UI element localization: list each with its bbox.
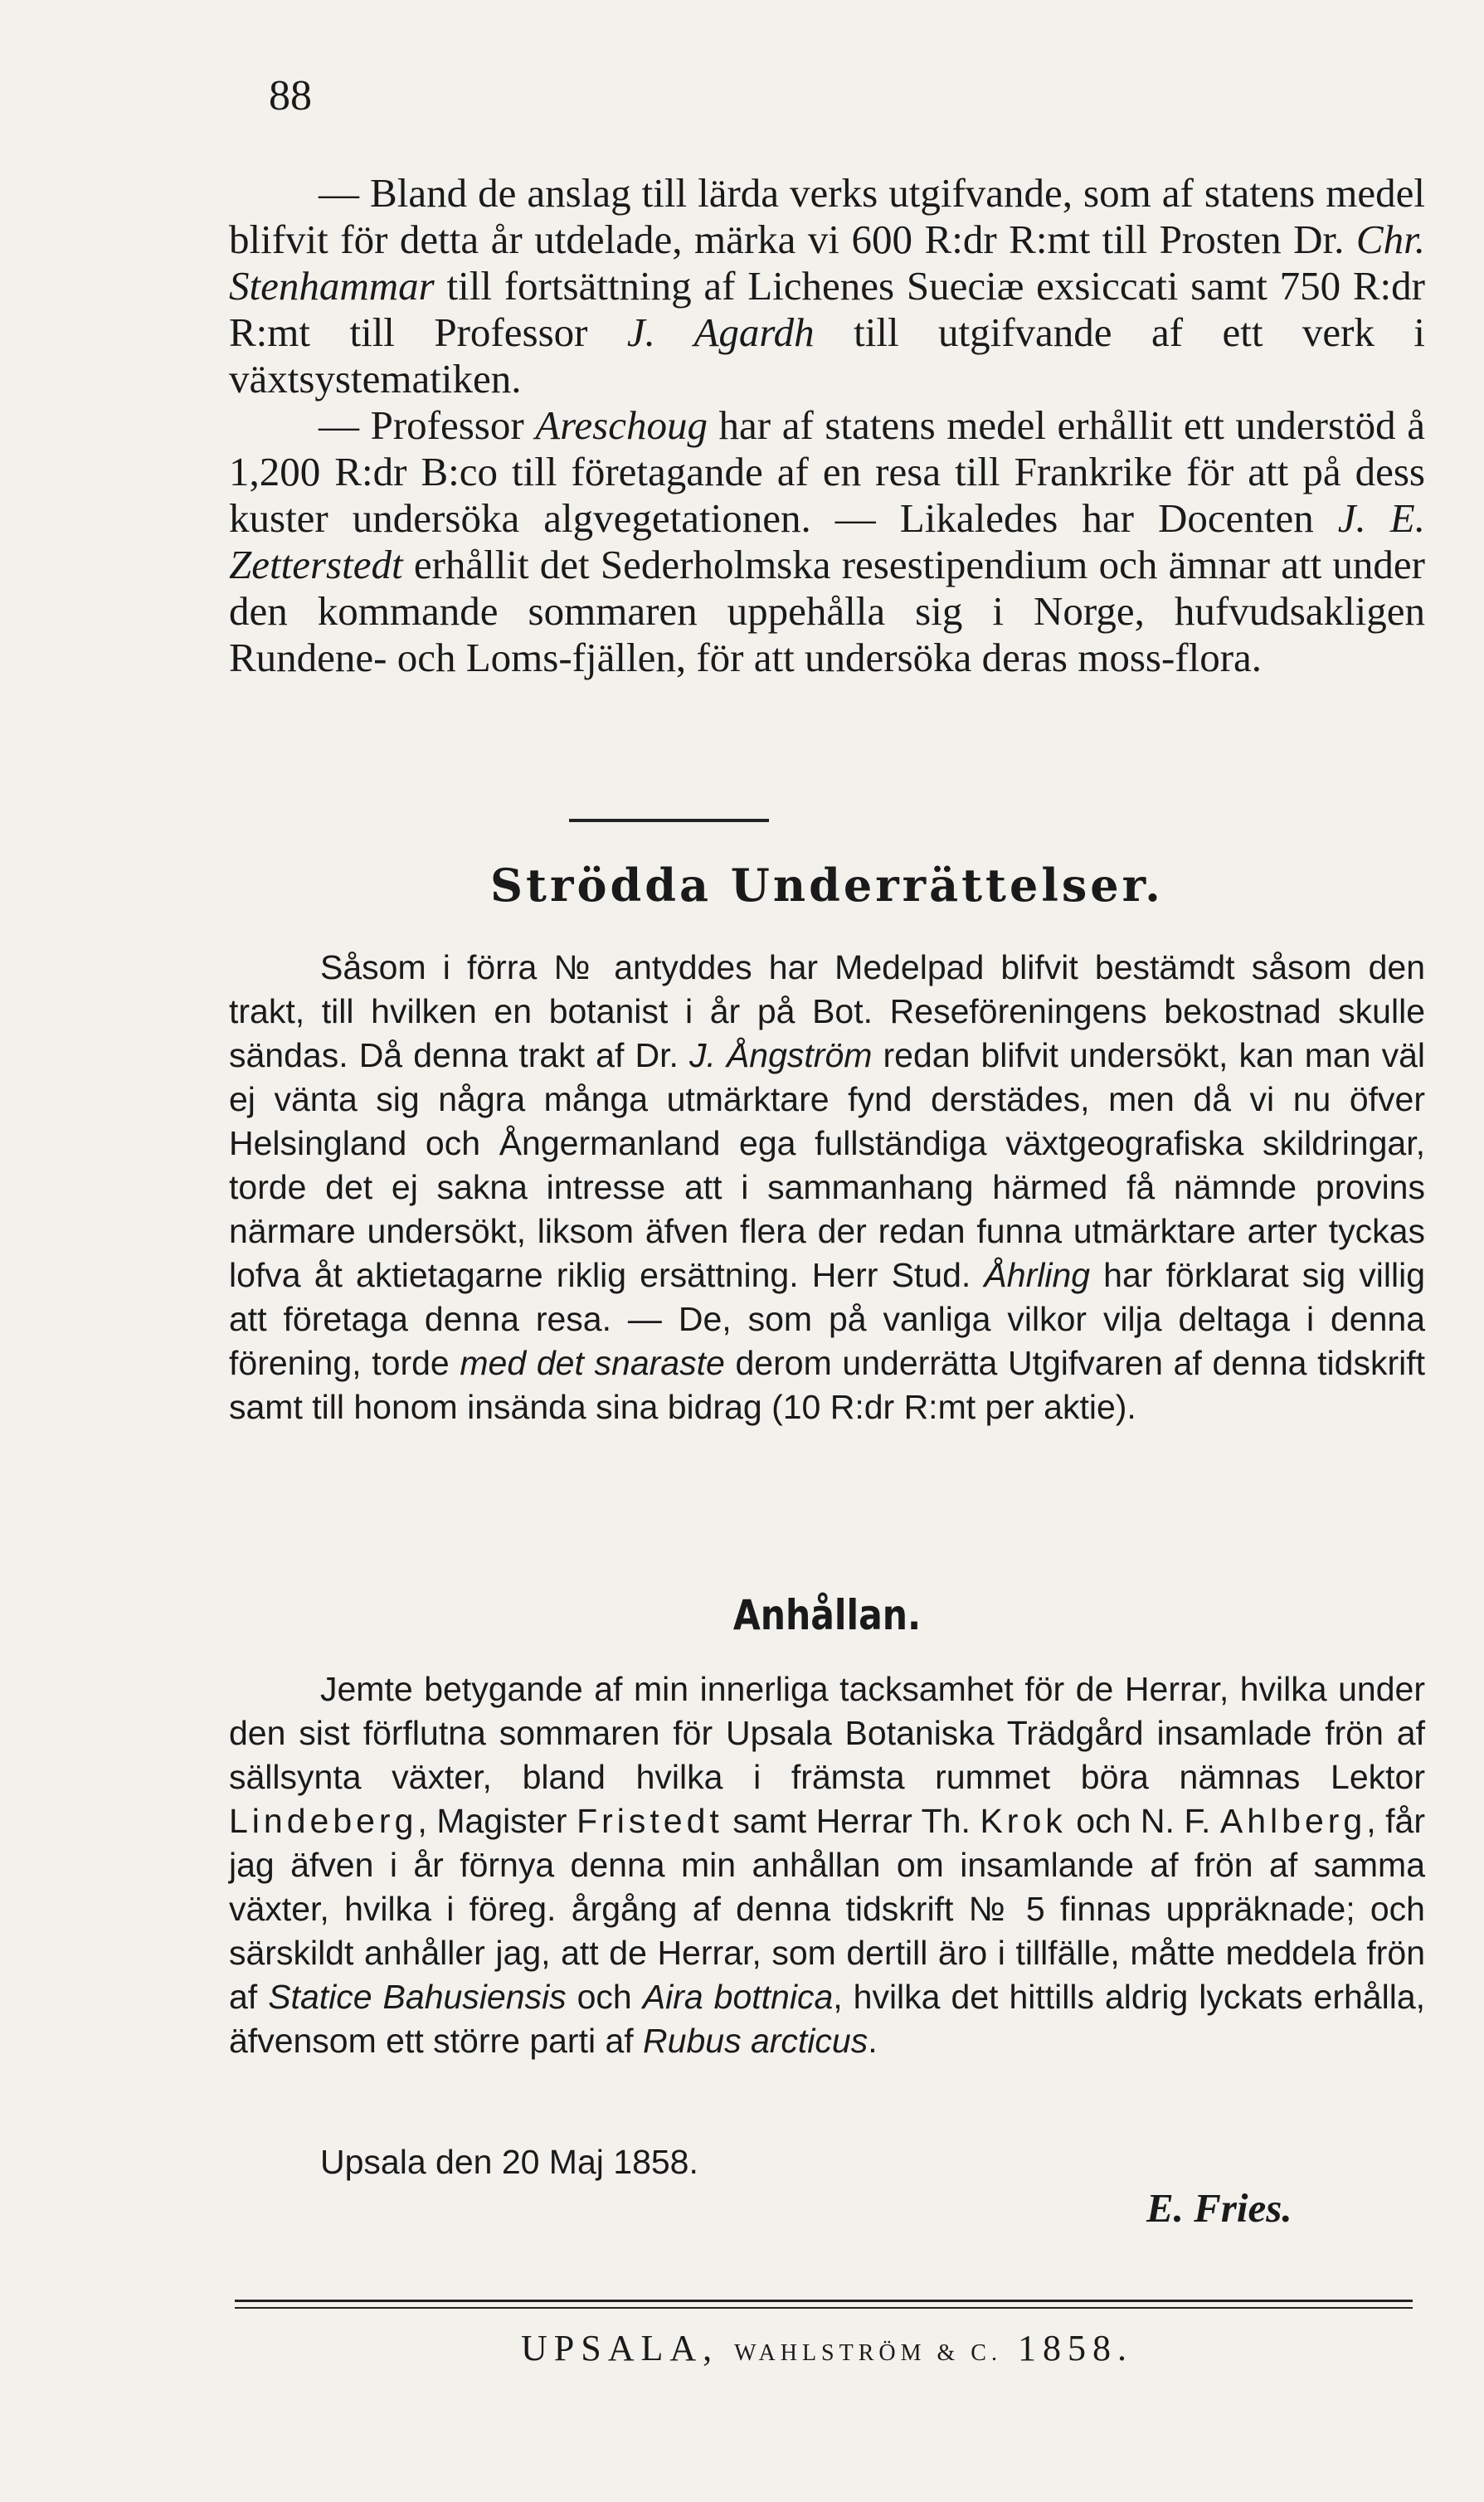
imprint-printer: WAHLSTRÖM & C. bbox=[734, 2340, 1002, 2366]
species-name: Aira bottnica bbox=[642, 1978, 834, 2016]
paragraph-travel bbox=[229, 402, 1425, 681]
person-name: Chr. Stenhammar bbox=[229, 217, 1425, 309]
text-run: — Bland de anslag till lärda verks utgifvande, som af statens medel blifvit för detta år utdelade, märka vi 600 R:dr R:mt till Prosten Dr. bbox=[229, 170, 1425, 262]
notices-section bbox=[229, 946, 1425, 1429]
text-run: till utgifvande af ett verk i växtsystematiken. bbox=[229, 309, 1426, 402]
dateline: Upsala den 20 Maj 1858. bbox=[320, 2143, 698, 2181]
footer-rule-thin bbox=[235, 2307, 1413, 2309]
person-name: Fristedt bbox=[577, 1802, 723, 1840]
text-run: redan blifvit undersökt, kan man väl ej vänta sig några många utmärktare fynd derstädes, men då vi nu öfver Helsingland och Ångermanland ega fullständiga växtgeografiska skildringar, torde det ej sakna intresse att i sammanhang härmed få nämnde provins närmare undersökt, liksom äfven flera der redan funna utmärktare arter tyckas lofva åt aktietagarne riklig ersättning. Herr Stud. bbox=[229, 1036, 1426, 1294]
imprint-year: 1858. bbox=[1017, 2328, 1133, 2368]
news-section bbox=[229, 170, 1425, 681]
text-run: och N. F. bbox=[1066, 1802, 1220, 1840]
person-name: Åhrling bbox=[984, 1256, 1091, 1294]
text-run: erhållit det Sederholmska resestipendium och ämnar att under den kommande sommaren uppehålla sig i Norge, hufvudsakligen Rundene- och Loms-fjällen, för att undersöka deras moss-flora. bbox=[229, 542, 1425, 680]
paragraph-request bbox=[229, 1667, 1425, 2063]
species-name: Statice Bahusiensis bbox=[268, 1978, 567, 2016]
person-name: Krok bbox=[980, 1802, 1067, 1840]
text-run: Jemte betygande af min innerliga tacksamhet för de Herrar, hvilka under den sist förflutna sommaren för Upsala Botaniska Trädgård insamlade frön af sällsynta växter, bland hvilka i främsta rummet böra nämnas Lektor bbox=[229, 1670, 1425, 1796]
person-name: Ahlberg bbox=[1219, 1802, 1367, 1840]
person-name: Lindeberg bbox=[229, 1802, 418, 1840]
person-name: J. Ångström bbox=[688, 1036, 873, 1074]
signature: E. Fries. bbox=[1146, 2185, 1292, 2231]
printer-imprint bbox=[229, 2327, 1425, 2369]
page-number: 88 bbox=[269, 72, 312, 119]
emphasis: med det snaraste bbox=[460, 1344, 725, 1382]
text-run: . bbox=[868, 2022, 878, 2060]
paragraph-notices bbox=[229, 946, 1425, 1429]
text-run: , får jag äfven i år förnya denna min anhållan om insamlande af frön af samma växter, hvilka i föreg. årgång af denna tidskrift № 5 finnas uppräknade; och särskildt anhåller jag, att de Herrar, som dertill äro i tillfälle, måtte meddela frön af bbox=[229, 1802, 1425, 2016]
text-run: , hvilka det hittills aldrig lyckats erhålla, äfvensom ett större parti af bbox=[229, 1978, 1426, 2060]
text-run: — Professor bbox=[319, 402, 536, 448]
text-run: och bbox=[566, 1978, 643, 2016]
imprint-city: UPSALA, bbox=[521, 2328, 719, 2368]
person-name: Areschoug bbox=[535, 402, 708, 448]
species-name: Rubus arcticus bbox=[643, 2022, 869, 2060]
text-run: , Magister bbox=[417, 1802, 577, 1840]
text-run: har förklarat sig villig att företaga denna resa. — De, som på vanliga vilkor vilja deltaga i denna förening, torde bbox=[229, 1256, 1425, 1382]
paragraph-grants bbox=[229, 170, 1425, 402]
section-heading-request: Anhållan. bbox=[732, 1591, 922, 1639]
section-divider bbox=[569, 819, 769, 822]
text-run: derom underrätta Utgifvaren af denna tidskrift samt till honom insända sina bidrag (10 R:dr R:mt per aktie). bbox=[229, 1344, 1425, 1426]
person-name: J. E. Zetterstedt bbox=[229, 495, 1425, 587]
text-run: samt Herrar Th. bbox=[723, 1802, 980, 1840]
text-run: har af statens medel erhållit ett understöd å 1,200 R:dr B:co till företagande af en resa till Frankrike för att på dess kuster undersöka algvegetationen. — Likaledes har Docenten bbox=[229, 402, 1425, 541]
person-name: J. Agardh bbox=[626, 309, 815, 355]
text-run: Såsom i förra № antyddes har Medelpad blifvit bestämdt såsom den trakt, till hvilken en botanist i år på Bot. Reseföreningens bekostnad skulle sändas. Då denna trakt af Dr. bbox=[229, 948, 1425, 1074]
request-section bbox=[229, 1667, 1425, 2063]
section-heading-notices: Strödda Underrättelser. bbox=[490, 859, 1164, 912]
footer-rule bbox=[235, 2300, 1413, 2302]
text-run: till fortsättning af Lichenes Sueciæ exsiccati samt 750 R:dr R:mt till Professor bbox=[229, 263, 1425, 355]
